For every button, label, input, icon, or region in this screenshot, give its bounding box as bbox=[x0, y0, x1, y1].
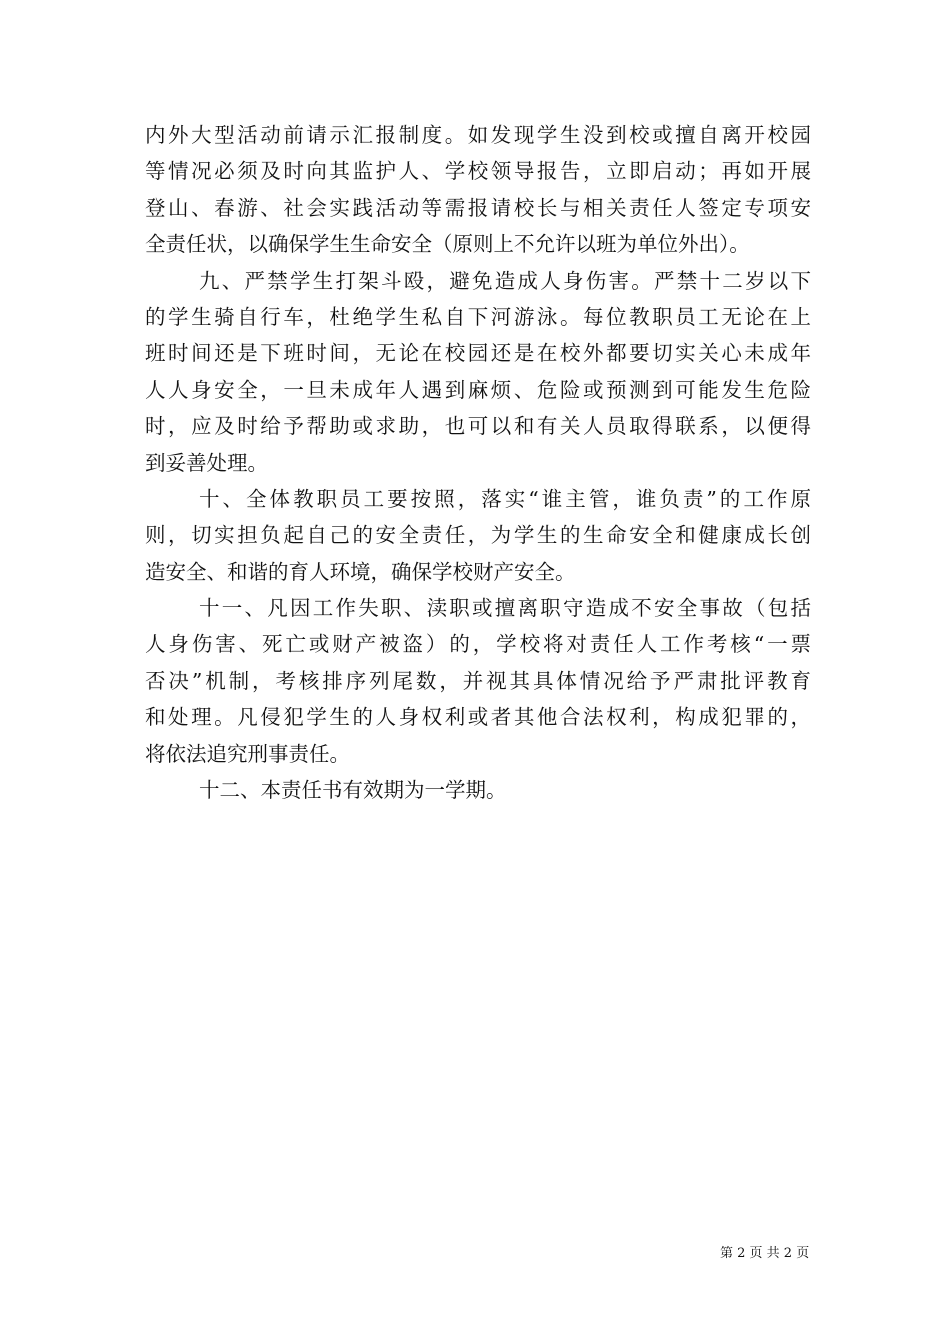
text-line: 十、全体教职员工要按照，落实“谁主管，谁负责”的工作原 bbox=[199, 486, 811, 511]
text-line: 到妥善处理。 bbox=[145, 450, 268, 475]
text-line: 登山、春游、社会实践活动等需报请校长与相关责任人签定专项安 bbox=[145, 195, 811, 220]
text-line: 将依法追究刑事责任。 bbox=[145, 741, 350, 766]
text-line: 全责任状，以确保学生生命安全（原则上不允许以班为单位外出）。 bbox=[145, 232, 750, 257]
text-line: 内外大型活动前请示汇报制度。如发现学生没到校或擅自离开校园 bbox=[145, 123, 811, 147]
text-line: 否决”机制，考核排序列尾数，并视其具体情况给予严肃批评教育 bbox=[145, 668, 811, 693]
text-line: 则，切实担负起自己的安全责任，为学生的生命安全和健康成长创 bbox=[145, 523, 811, 548]
text-line: 九、严禁学生打架斗殴，避免造成人身伤害。严禁十二岁以下 bbox=[199, 268, 811, 293]
text-line: 造安全、和谐的育人环境，确保学校财产安全。 bbox=[145, 559, 576, 584]
paragraph-continued bbox=[145, 117, 811, 263]
paragraph-item-11 bbox=[145, 590, 811, 772]
paragraph-item-10 bbox=[145, 481, 811, 590]
text-line: 时，应及时给予帮助或求助，也可以和有关人员取得联系，以便得 bbox=[145, 414, 811, 439]
paragraph-item-9 bbox=[145, 263, 811, 481]
body-text bbox=[145, 117, 811, 808]
text-line: 人身伤害、死亡或财产被盗）的，学校将对责任人工作考核“一票 bbox=[145, 632, 811, 657]
text-line: 等情况必须及时向其监护人、学校领导报告，立即启动；再如开展 bbox=[145, 159, 811, 184]
text-line: 人人身安全，一旦未成年人遇到麻烦、危险或预测到可能发生危险 bbox=[145, 377, 811, 402]
text-line: 的学生骑自行车，杜绝学生私自下河游泳。每位教职员工无论在上 bbox=[145, 304, 811, 329]
text-line: 和处理。凡侵犯学生的人身权利或者其他合法权利，构成犯罪的， bbox=[145, 705, 811, 730]
page-number-footer: 第 2 页 共 2 页 bbox=[720, 1246, 810, 1261]
text-line: 十一、凡因工作失职、渎职或擅离职守造成不安全事故（包括 bbox=[199, 596, 811, 621]
text-line: 班时间还是下班时间，无论在校园还是在校外都要切实关心未成年 bbox=[145, 341, 811, 366]
paragraph-item-12 bbox=[145, 772, 811, 808]
text-line: 十二、本责任书有效期为一学期。 bbox=[199, 778, 507, 803]
